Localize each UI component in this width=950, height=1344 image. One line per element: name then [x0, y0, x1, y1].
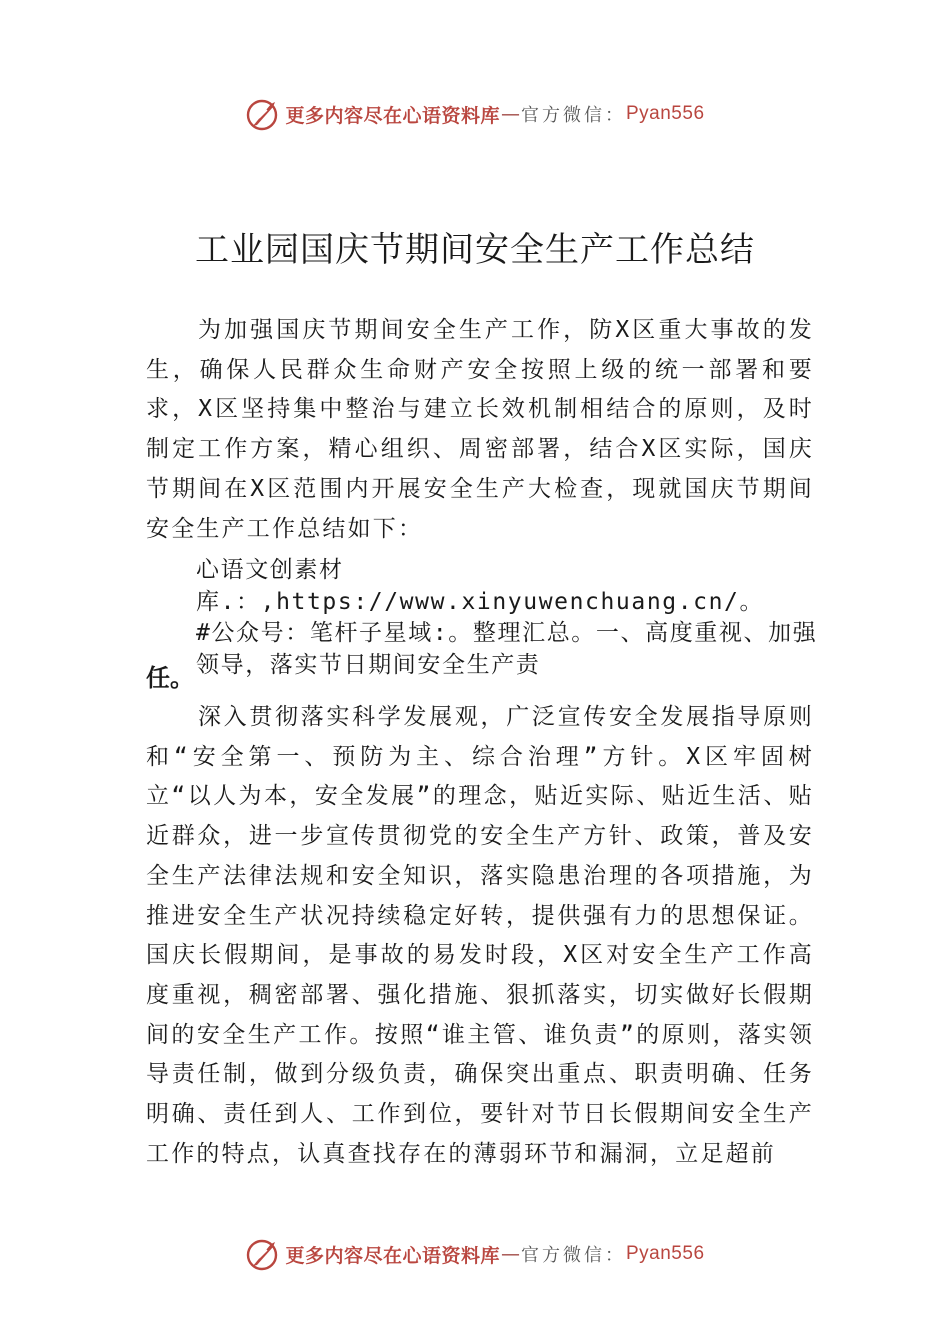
paragraph-intro: 为加强国庆节期间安全生产工作，防X区重大事故的发生，确保人民群众生命财产安全按照上级的统一部署和要求，X区坚持集中整治与建立长效机制相结合的原则，及时制定工作方案，精心组织、周密部署，结合X区实际，国庆节期间在X区范围内开展安全生产大检查，现就国庆节期间安全生产工作总结如下： — [146, 317, 814, 542]
banner-slogan: 更多内容尽在心语资料库 — [285, 104, 500, 127]
footer-banner — [0, 1234, 950, 1274]
banner-slogan: 更多内容尽在心语资料库 — [285, 1244, 500, 1267]
note-line: 心语文创素材库.：,https://www.xinyuwenchuang.cn/。 — [196, 557, 765, 615]
banner-wechat-id: Pyan556 — [626, 103, 705, 124]
banner-dash: — — [501, 103, 520, 125]
banner-wechat-label: 官方微信： — [521, 105, 626, 126]
document-title: 工业园国庆节期间安全生产工作总结 — [195, 230, 755, 270]
banner-wechat-id: Pyan556 — [626, 1243, 705, 1264]
paragraph-body: 深入贯彻落实科学发展观，广泛宣传安全发展指导原则和“安全第一、预防为主、综合治理”方针。X区牢固树立“以人为本，安全发展”的理念，贴近实际、贴近生活、贴近群众，进一步宣传贯彻党的安全生产方针、政策，普及安全生产法律法规和安全知识，落实隐患治理的各项措施，为推进安全生产状况持续稳定好转，提供强有力的思想保证。国庆长假期间，是事故的易发时段，X区对安全生产工作高度重视，稠密部署、强化措施、狠抓落实，切实做好长假期间的安全生产工作。按照“谁主管、谁负责”的原则，落实领导责任制，做到分级负责，确保突出重点、职责明确、任务明确、责任到人、工作到位，要针对节日长假期间安全生产工作的特点，认真查找存在的薄弱环节和漏洞，立足超前 — [146, 704, 814, 1167]
header-banner — [0, 94, 950, 134]
note-line: #公众号：笔杆子星域:。整理汇总。一、高度重视、加强 — [196, 620, 818, 646]
note-line: 领导，落实节日期间安全生产责 — [196, 651, 541, 678]
quill-logo-icon — [245, 96, 281, 132]
heading-tail: 任。 — [146, 664, 194, 692]
source-note — [196, 555, 876, 681]
quill-logo-icon — [245, 1236, 281, 1272]
banner-wechat-label: 官方微信： — [521, 1245, 626, 1266]
banner-dash: — — [501, 1243, 520, 1265]
